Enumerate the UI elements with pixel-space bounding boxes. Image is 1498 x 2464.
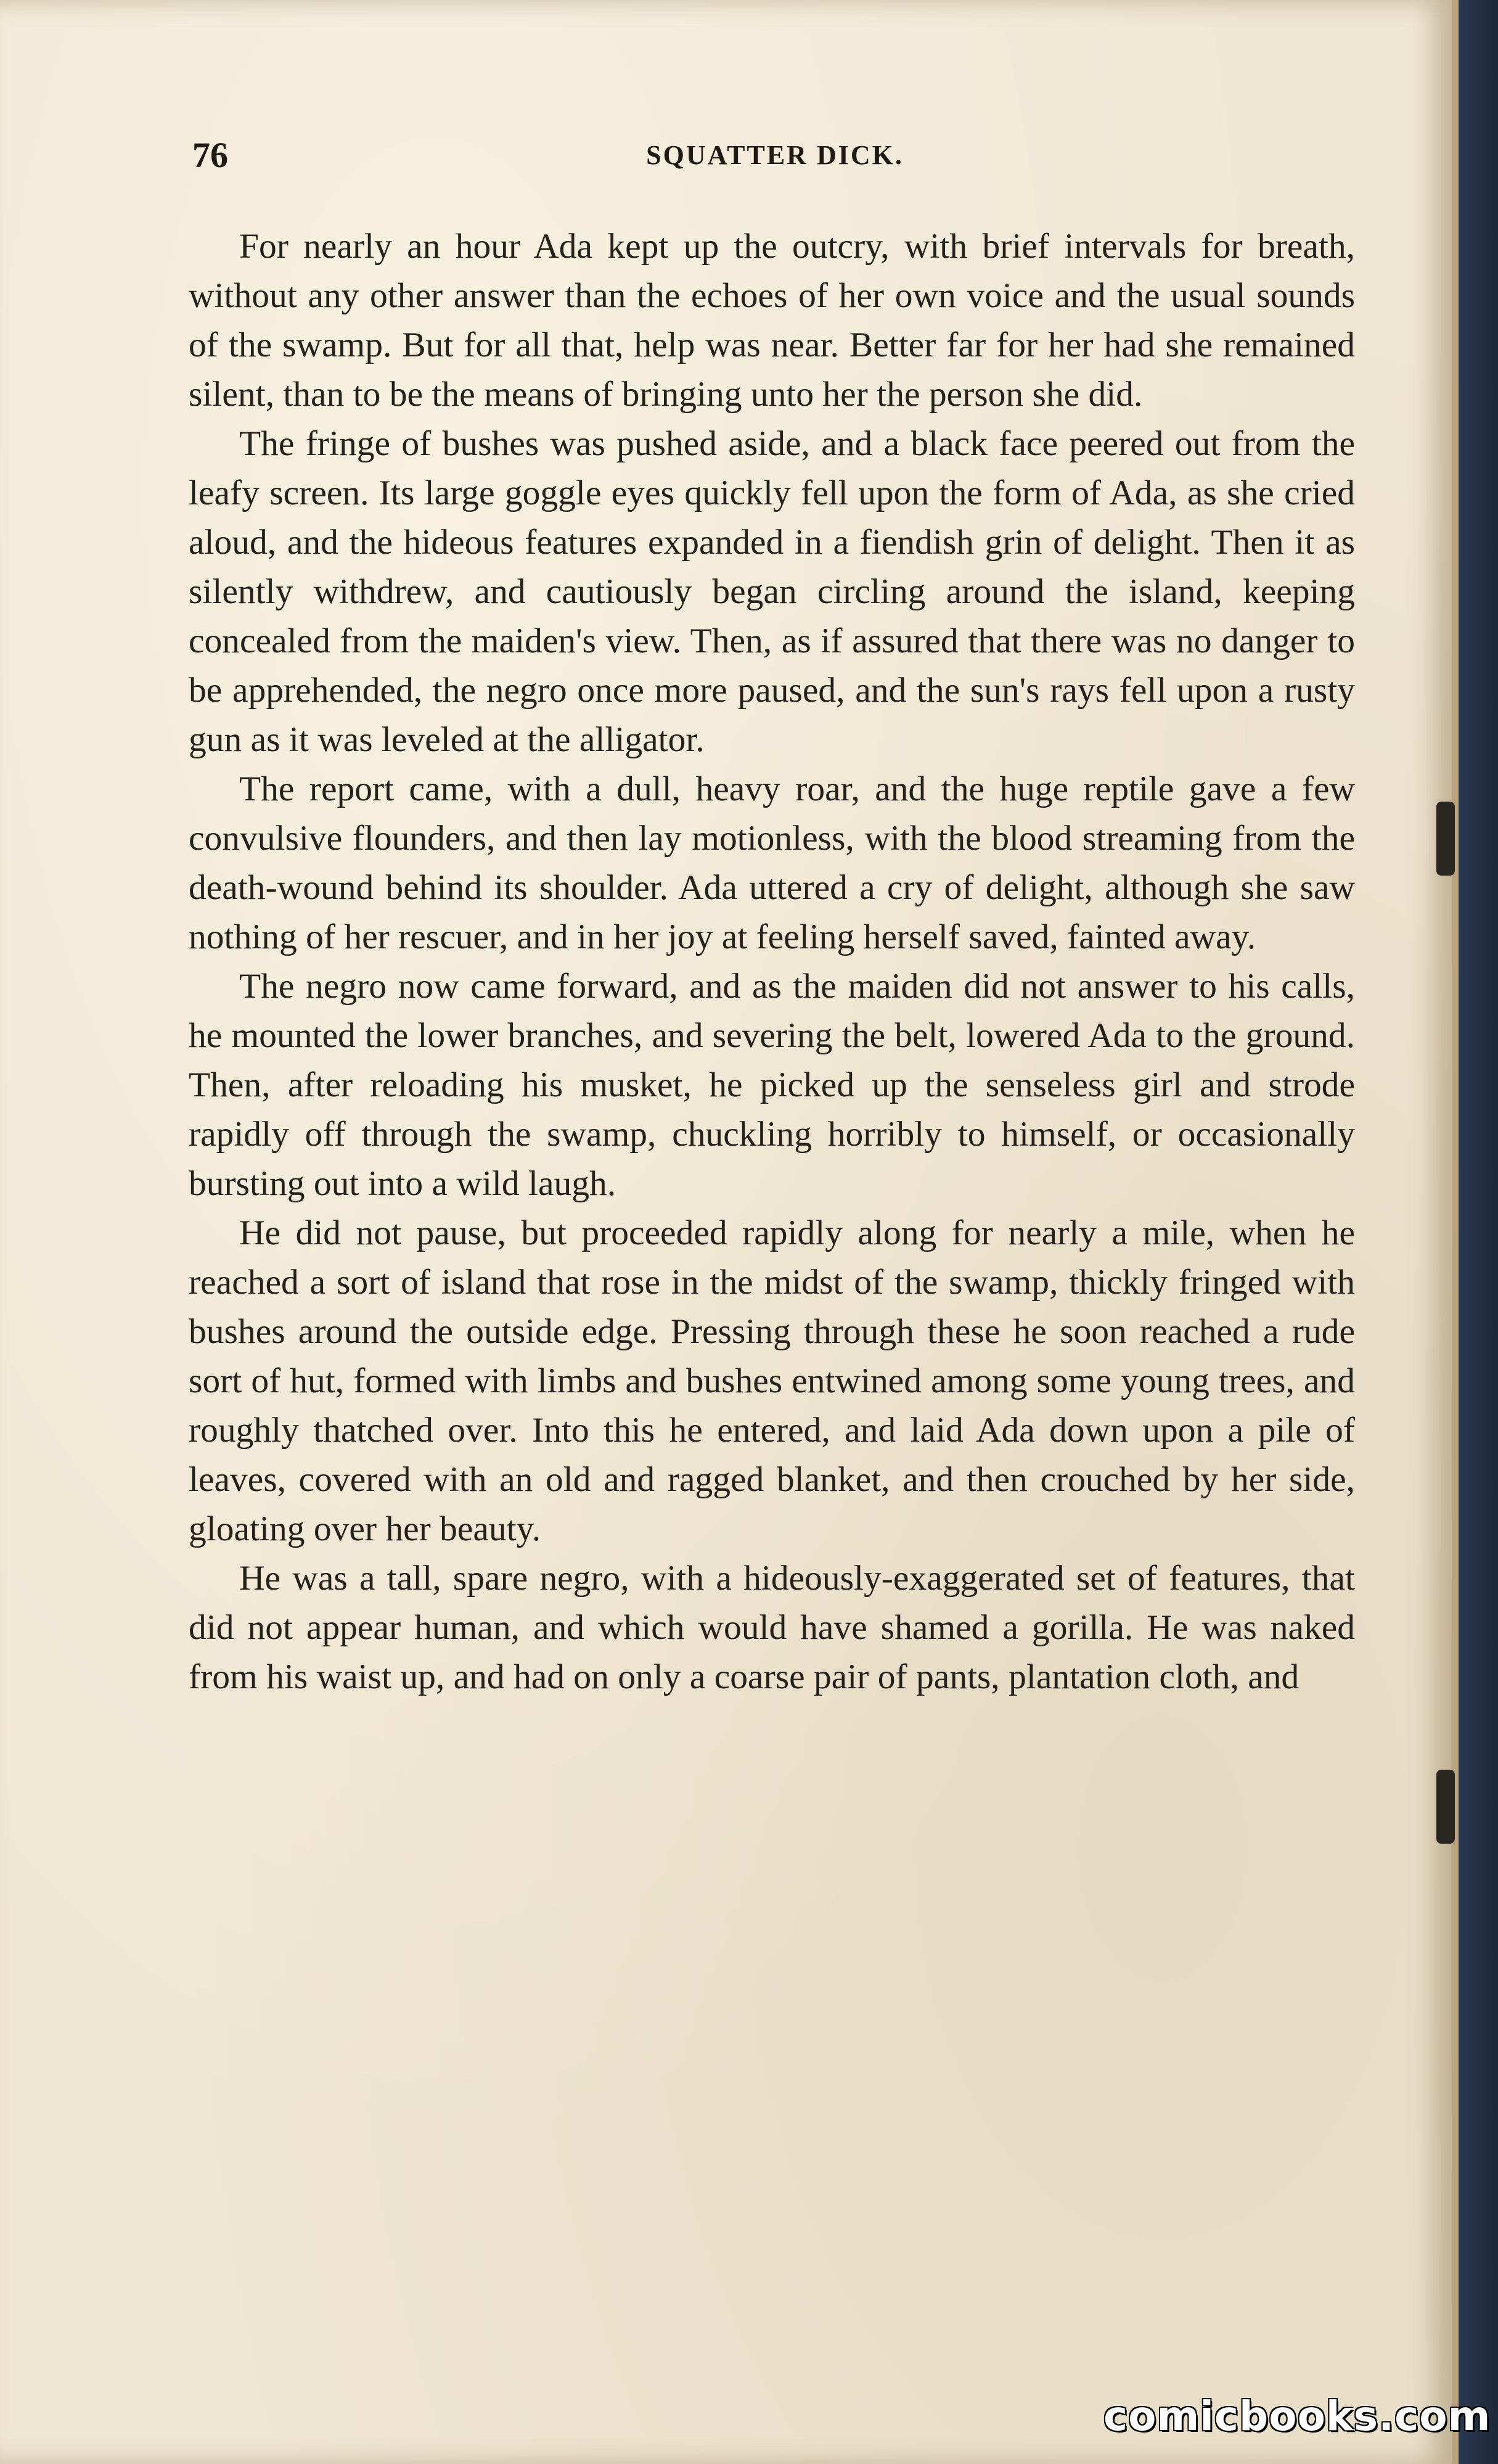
binding-staple: [1436, 802, 1455, 876]
cover-edge: [1459, 0, 1498, 2464]
paragraph: For nearly an hour Ada kept up the outcry, with brief intervals for breath, without any other answer than the echoes of her own voice and the usual sounds of the swamp. But for all that, help was near. Better far for her had she remained silent, than to be the means of bringing unto her the person she did.: [189, 227, 1355, 414]
binding-staple: [1436, 1770, 1455, 1844]
paragraph: He did not pause, but proceeded rapidly along for nearly a mile, when he reached a sort of island that rose in the midst of the swamp, thickly fringed with bushes around the outside edge. Pressing through these he soon reached a rude sort of hut, formed with limbs and bushes entwined among some young trees, and roughly thatched over. Into this he entered, and laid Ada down upon a pile of leaves, covered with an old and ragged blanket, and then crouched by her side, gloating over her beauty.: [189, 1214, 1355, 1548]
paragraph: The report came, with a dull, heavy roar, and the huge reptile gave a few convulsive flounders, and then lay motionless, with the blood streaming from the death-wound behind its shoulder. Ada uttered a cry of delight, although she saw nothing of her rescuer, and in her joy at feeling herself saved, fainted away.: [189, 770, 1355, 956]
body-text: [189, 222, 1355, 1702]
paragraph: The negro now came forward, and as the maiden did not answer to his calls, he mounted the lower branches, and severing the belt, lowered Ada to the ground. Then, after reloading his musket, he picked up the senseless girl and strode rapidly off through the swamp, chuckling horribly to himself, or occasionally bursting out into a wild laugh.: [189, 967, 1355, 1203]
page-header: [192, 134, 1357, 178]
page-number: 76: [192, 135, 228, 175]
running-head: SQUATTER DICK.: [646, 140, 904, 170]
paragraph: He was a tall, spare negro, with a hideously-exaggerated set of features, that did not appear human, and which would have shamed a gorilla. He was naked from his waist up, and had on only a coarse pair of pants, plantation cloth, and: [189, 1559, 1355, 1696]
watermark: comicbooks.com: [1103, 2392, 1491, 2440]
paragraph: The fringe of bushes was pushed aside, and a black face peered out from the leafy screen. Its large goggle eyes quickly fell upon the form of Ada, as she cried aloud, and the hideous features expanded in a fiendish grin of delight. Then it as silently withdrew, and cautiously began circling around the island, keeping concealed from the maiden's view. Then, as if assured that there was no danger to be apprehended, the negro once more paused, and the sun's rays fell upon a rusty gun as it was leveled at the alligator.: [189, 424, 1355, 759]
